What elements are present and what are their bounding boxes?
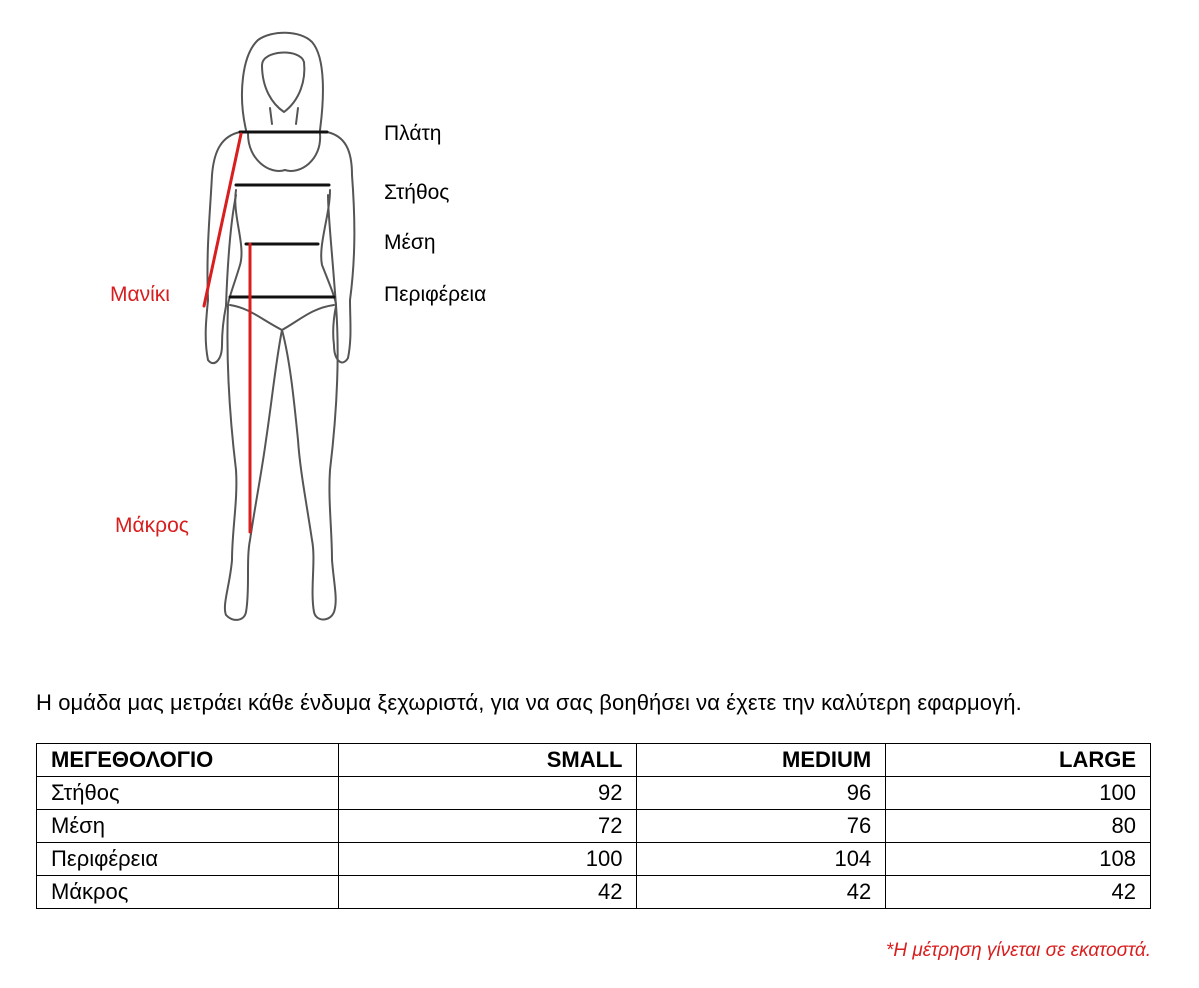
hair-outline [242,33,323,130]
bust-outline [248,134,320,171]
table-cell: 108 [886,843,1151,876]
right-leg-outline [282,305,338,620]
table-row [37,876,1151,909]
label-hips: Περιφέρεια [384,283,487,306]
size-table [36,743,1151,909]
header-cell: SMALL [338,744,637,777]
row-label: Στήθος [37,777,339,810]
table-cell: 100 [338,843,637,876]
table-cell: 72 [338,810,637,843]
row-label: Περιφέρεια [37,843,339,876]
table-cell: 96 [637,777,886,810]
table-header-row [37,744,1151,777]
label-waist: Μέση [384,231,436,254]
header-cell: LARGE [886,744,1151,777]
row-label: Μέση [37,810,339,843]
label-chest: Στήθος [384,181,450,204]
right-arm-outline [327,132,354,362]
table-row [37,777,1151,810]
briefs-outline [230,305,334,330]
table-cell: 42 [637,876,886,909]
header-cell: ΜΕΓΕΘΟΛΟΓΙΟ [37,744,339,777]
row-label: Μάκρος [37,876,339,909]
label-length: Μάκρος [115,514,189,537]
header-cell: MEDIUM [637,744,886,777]
table-cell: 42 [886,876,1151,909]
footnote: *Η μέτρηση γίνεται σε εκατοστά. [885,940,1151,961]
table-cell: 42 [338,876,637,909]
left-leg-outline [225,305,282,620]
table-row [37,810,1151,843]
body-figure [0,0,600,660]
table-cell: 100 [886,777,1151,810]
label-sleeve: Μανίκι [110,283,170,306]
intro-text: Η ομάδα μας μετράει κάθε ένδυμα ξεχωριστά, για να σας βοηθήσει να έχετε την καλύτερη εφαρμογή. [36,690,1022,715]
table-cell: 104 [637,843,886,876]
label-shoulders: Πλάτη [384,122,442,145]
table-cell: 92 [338,777,637,810]
face-outline [262,53,304,112]
table-row [37,843,1151,876]
table-cell: 76 [637,810,886,843]
table-cell: 80 [886,810,1151,843]
